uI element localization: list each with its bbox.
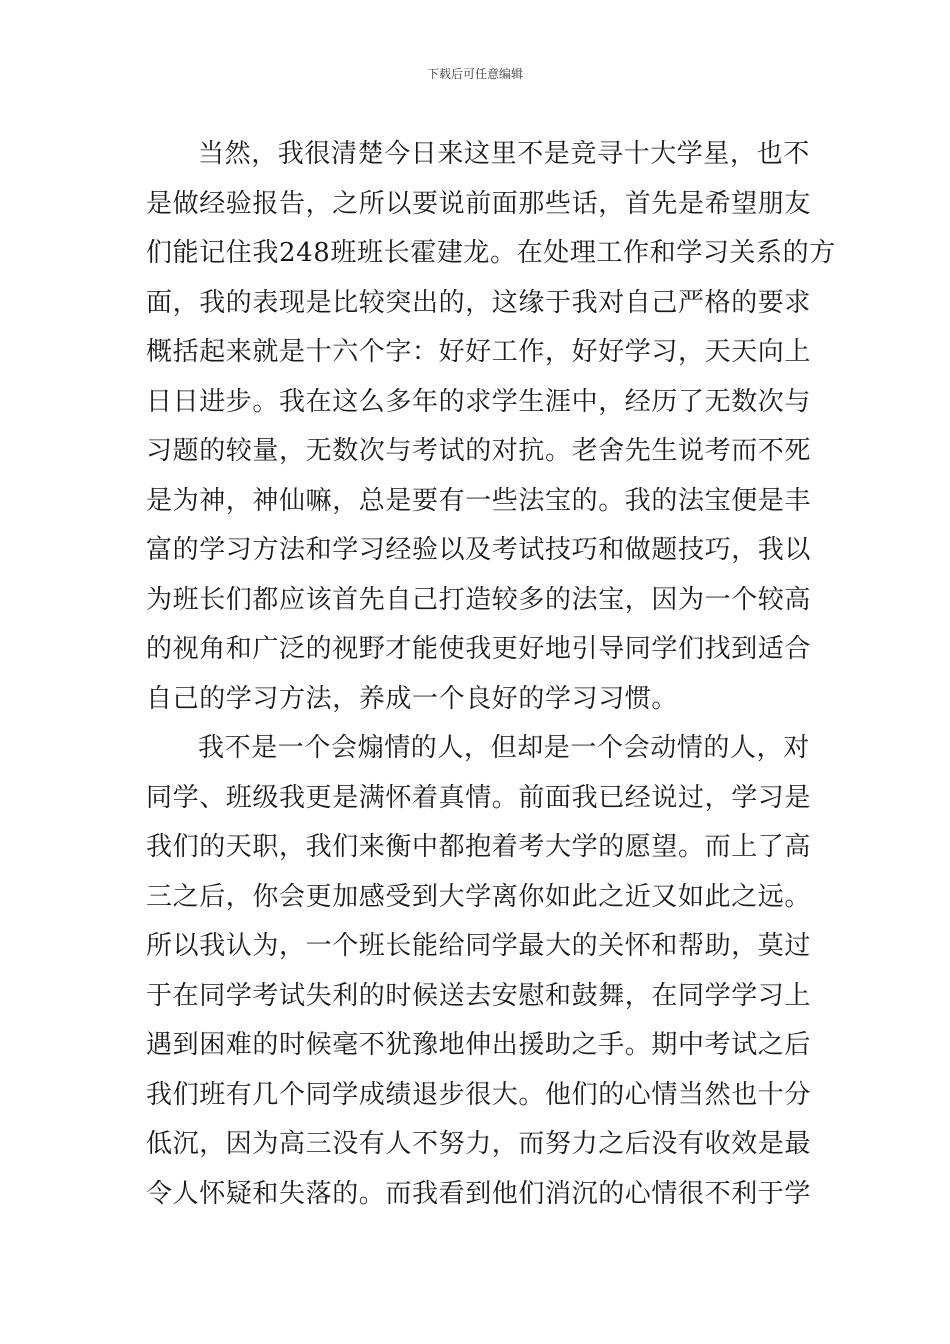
text-line: 概括起来就是十六个字：好好工作，好好学习，天天向上	[146, 337, 812, 367]
text-line: 自己的学习方法，养成一个良好的学习习惯。	[146, 683, 679, 714]
text-line: 三之后，你会更加感受到大学离你如此之近又如此之远。	[146, 881, 812, 912]
paragraph-2	[146, 724, 810, 1219]
text-line: 为班长们都应该首先自己打造较多的法宝，因为一个较高	[146, 584, 812, 615]
text-line: 日日进步。我在这么多年的求学生涯中，经历了无数次与	[146, 386, 812, 417]
text-line: 是为神，神仙嘛，总是要有一些法宝的。我的法宝便是丰	[146, 485, 812, 516]
text-line: 的视角和广泛的视野才能使我更好地引导同学们找到适合	[146, 634, 812, 664]
text-line: 习题的较量，无数次与考试的对抗。老舍先生说考而不死	[146, 436, 812, 466]
text-line: 于在同学考试失利的时候送去安慰和鼓舞，在同学学习上	[146, 980, 812, 1011]
text-line: 我们的天职，我们来衡中都抱着考大学的愿望。而上了高	[146, 832, 812, 862]
text-line: 令人怀疑和失落的。而我看到他们消沉的心情很不利于学	[146, 1178, 812, 1209]
text-line: 们能记住我248班班长霍建龙。在处理工作和学习关系的方	[146, 238, 836, 268]
body-text	[146, 130, 836, 1219]
text-line: 同学、班级我更是满怀着真情。前面我已经说过，学习是	[146, 782, 812, 813]
text-line: 富的学习方法和学习经验以及考试技巧和做题技巧，我以	[146, 535, 812, 565]
text-line: 遇到困难的时候毫不犹豫地伸出援助之手。期中考试之后	[146, 1030, 812, 1060]
text-line: 我不是一个会煽情的人，但却是一个会动情的人，对	[198, 733, 810, 763]
page-header: 下载后可任意编辑	[426, 67, 523, 81]
paragraph-1	[146, 130, 836, 724]
text-line: 当然，我很清楚今日来这里不是竞寻十大学星，也不	[198, 139, 810, 169]
text-line: 面，我的表现是比较突出的，这缘于我对自己严格的要求	[146, 287, 812, 318]
text-line: 是做经验报告，之所以要说前面那些话，首先是希望朋友	[146, 188, 812, 219]
text-line: 低沉，因为高三没有人不努力，而努力之后没有收效是最	[146, 1129, 812, 1159]
text-line: 我们班有几个同学成绩退步很大。他们的心情当然也十分	[146, 1079, 812, 1110]
text-line: 所以我认为，一个班长能给同学最大的关怀和帮助，莫过	[146, 931, 812, 961]
